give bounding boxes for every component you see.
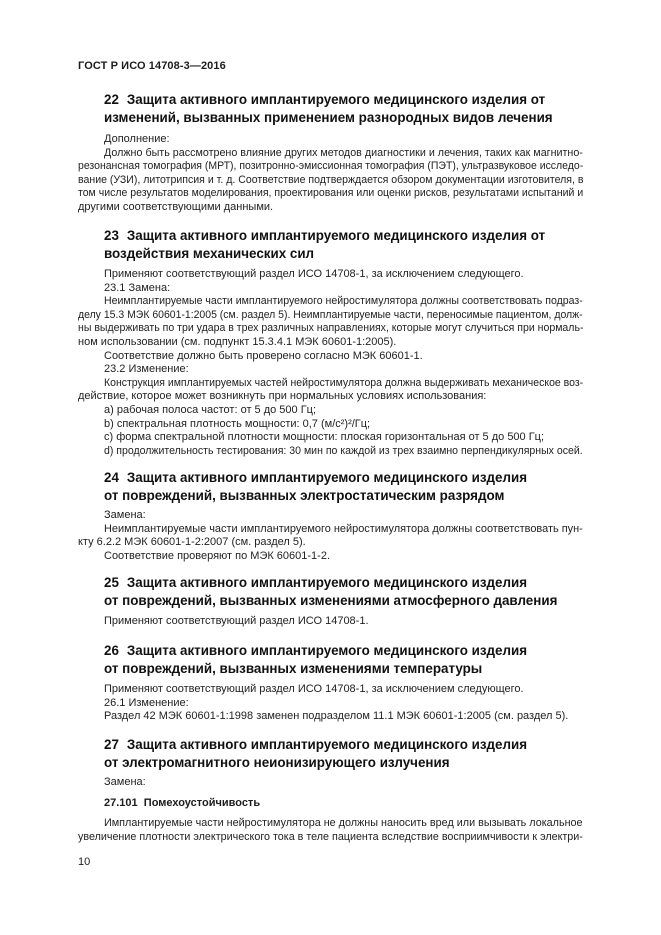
section-number: 27 xyxy=(104,737,119,752)
paragraph-line: увеличение плотности электрического тока в теле пациента вследствие восприимчивости к электри- xyxy=(78,830,583,843)
paragraph-line: вание (УЗИ), литотрипсия и т. д. Соответствие подтверждается обзором документации изготовителя, в xyxy=(78,173,584,186)
paragraph-line: ны выдерживать по три удара в трех различных направлениях, которые могут случиться при нормаль- xyxy=(78,322,584,335)
subsection-title: Помехоустойчивость xyxy=(143,797,261,809)
paragraph-line: 23.1 Замена: xyxy=(104,281,171,294)
section-number: 26 xyxy=(104,643,119,658)
section-title: Защита активного имплантируемого медицинского изделия xyxy=(126,643,528,658)
paragraph-line: Неимплантируемые части имплантируемого нейростимулятора должны соответствовать пун- xyxy=(104,522,583,535)
page-number: 10 xyxy=(78,856,91,868)
paragraph-line: том числе результатов моделирования, проектирования или оценки рисков, результатами испытаний и xyxy=(78,187,584,200)
section-title: изменений, вызванных применением разнородных видов лечения xyxy=(104,110,553,125)
paragraph-line: Замена: xyxy=(104,776,146,788)
list-item: b) спектральная плотность мощности: 0,7 (м/с²)²/Гц; xyxy=(104,417,371,430)
list-item: a) рабочая полоса частот: от 5 до 500 Гц; xyxy=(104,404,317,416)
paragraph-line: Соответствие проверяют по МЭК 60601-1-2. xyxy=(104,549,331,562)
section-number: 23 xyxy=(104,228,119,243)
paragraph-line: Замена: xyxy=(104,509,146,521)
paragraph-line: Применяют соответствующий раздел ИСО 14708-1, за исключением следующего. xyxy=(104,683,524,695)
section-title: от повреждений, вызванных электростатическим разрядом xyxy=(104,488,505,503)
section-title: Защита активного имплантируемого медицинского изделия от xyxy=(126,228,546,243)
section-27-heading xyxy=(104,736,604,772)
paragraph-line: действие, которое может возникнуть при нормальных условиях использования: xyxy=(78,390,487,403)
section-25-heading xyxy=(104,574,604,610)
paragraph-line: Раздел 42 МЭК 60601-1:1998 заменен подразделом 11.1 МЭК 60601-1:2005 (см. раздел 5). xyxy=(104,710,569,723)
paragraph-line: резонансная томография (МРТ), позитронно-эмиссионная томография (ПЭТ), ультразвуковое исследо- xyxy=(78,160,584,173)
section-title: Защита активного имплантируемого медицинского изделия xyxy=(126,575,528,590)
paragraph-line: делу 15.3 МЭК 60601-1:2005 (см. раздел 5). Неимплантируемые части, переносимые пациентом, долж- xyxy=(78,308,583,321)
subsection-heading xyxy=(104,797,260,809)
paragraph-line: другими соответствующими данными. xyxy=(78,201,274,213)
paragraph-line: 26.1 Изменение: xyxy=(104,696,189,709)
standard-header: ГОСТ Р ИСО 14708-3—2016 xyxy=(78,60,226,72)
section-24-heading xyxy=(104,469,604,505)
paragraph-line: Применяют соответствующий раздел ИСО 14708-1. xyxy=(104,615,369,627)
paragraph-line: Применяют соответствующий раздел ИСО 14708-1, за исключением следующего. xyxy=(104,268,524,280)
paragraph-line: ном использовании (см. подпункт 15.3.4.1 МЭК 60601-1:2005). xyxy=(78,336,397,348)
paragraph-line: 23.2 Изменение: xyxy=(104,363,189,376)
section-title: Защита активного имплантируемого медицинского изделия от xyxy=(126,92,546,107)
paragraph-line: Соответствие должно быть проверено согласно МЭК 60601-1. xyxy=(104,349,423,362)
paragraph-line: Неимплантируемые части имплантируемого нейростимулятора должны соответствовать подраз- xyxy=(104,295,583,308)
section-number: 22 xyxy=(104,92,119,107)
paragraph-line: Дополнение: xyxy=(104,133,170,145)
section-26-heading xyxy=(104,642,604,678)
section-title: Защита активного имплантируемого медицинского изделия xyxy=(126,470,528,485)
paragraph-line: Конструкция имплантируемых частей нейростимулятора должна выдерживать механическое воз- xyxy=(104,376,584,389)
section-22-heading xyxy=(104,91,604,127)
list-item: d) продолжительность тестирования: 30 мин по каждой из трех взаимно перпендикулярных осей. xyxy=(104,444,583,457)
section-title: Защита активного имплантируемого медицинского изделия xyxy=(126,737,528,752)
section-number: 24 xyxy=(104,470,119,485)
paragraph-line: Должно быть рассмотрено влияние других методов диагностики и лечения, таких как магнитно- xyxy=(104,146,583,159)
section-title: от электромагнитного неионизирующего излучения xyxy=(104,755,450,770)
section-title: от повреждений, вызванных изменениями температуры xyxy=(104,661,483,676)
paragraph-line: кту 6.2.2 МЭК 60601-1-2:2007 (см. раздел 5). xyxy=(78,536,306,549)
list-item: c) форма спектральной плотности мощности: плоская горизонтальная от 5 до 500 Гц; xyxy=(104,431,545,444)
paragraph-line: Имплантируемые части нейростимулятора не должны наносить вред или вызывать локальное xyxy=(104,817,583,829)
section-number: 25 xyxy=(104,575,119,590)
subsection-number: 27.101 xyxy=(104,797,138,809)
section-title: от повреждений, вызванных изменениями атмосферного давления xyxy=(104,593,558,608)
section-title: воздействия механических сил xyxy=(104,246,315,261)
section-23-heading xyxy=(104,227,604,263)
